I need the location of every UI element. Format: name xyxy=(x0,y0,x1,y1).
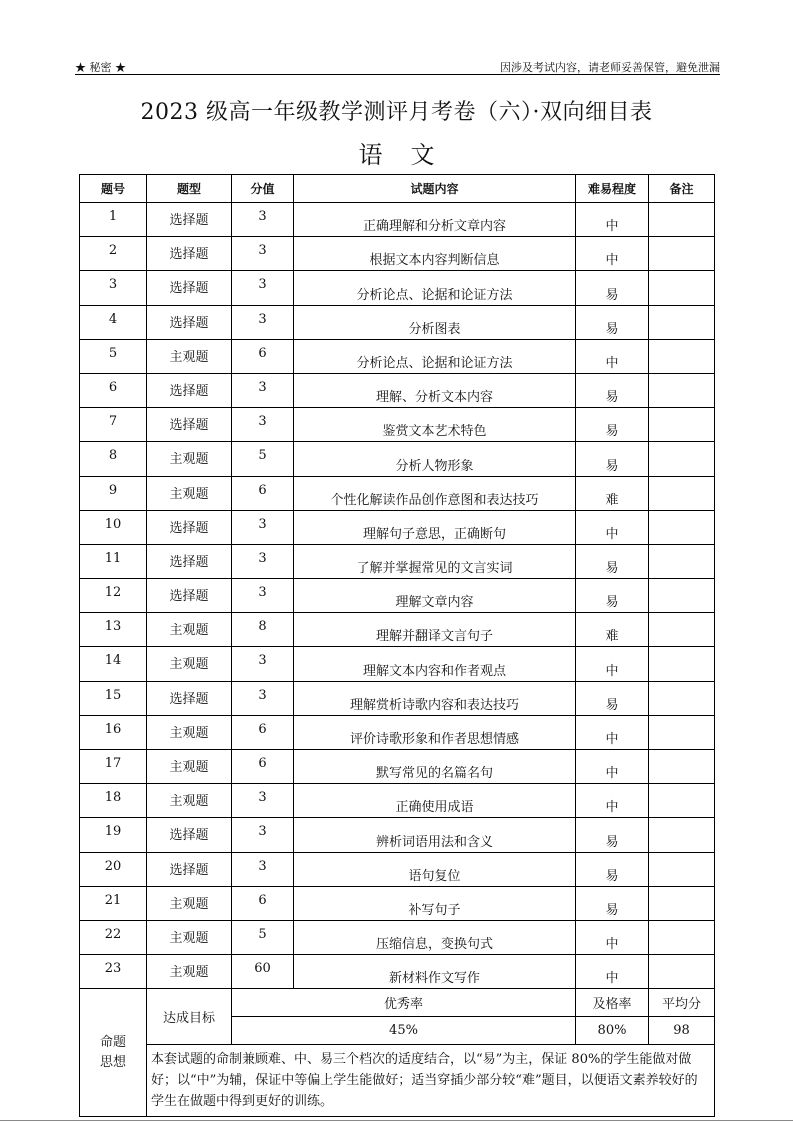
question-number: 4 xyxy=(80,305,147,339)
question-note xyxy=(649,818,715,852)
detail-table xyxy=(79,174,715,1117)
question-content: 默写常见的名篇名句 xyxy=(294,750,576,784)
question-content: 分析图表 xyxy=(294,305,576,339)
question-difficulty: 易 xyxy=(576,579,649,613)
question-note xyxy=(649,955,715,989)
question-type: 选择题 xyxy=(147,373,232,407)
question-score: 3 xyxy=(232,271,294,305)
col-header-notes: 备注 xyxy=(649,175,715,203)
table-row xyxy=(80,647,715,681)
question-score: 3 xyxy=(232,579,294,613)
table-row xyxy=(80,920,715,954)
question-number: 1 xyxy=(80,203,147,237)
question-type: 选择题 xyxy=(147,203,232,237)
question-difficulty: 中 xyxy=(576,784,649,818)
question-note xyxy=(649,886,715,920)
question-note xyxy=(649,305,715,339)
col-header-number: 题号 xyxy=(80,175,147,203)
question-difficulty: 难 xyxy=(576,476,649,510)
col-header-type: 题型 xyxy=(147,175,232,203)
question-score: 3 xyxy=(232,647,294,681)
table-row xyxy=(80,681,715,715)
question-score: 3 xyxy=(232,784,294,818)
question-content: 语句复位 xyxy=(294,852,576,886)
section-label-line-1: 命题 xyxy=(99,1034,126,1050)
question-note xyxy=(649,510,715,544)
question-number: 10 xyxy=(80,510,147,544)
question-score: 3 xyxy=(232,852,294,886)
question-note xyxy=(649,442,715,476)
question-score: 5 xyxy=(232,920,294,954)
col-header-score: 分值 xyxy=(232,175,294,203)
question-note xyxy=(649,544,715,578)
question-score: 60 xyxy=(232,955,294,989)
question-number: 13 xyxy=(80,613,147,647)
table-row xyxy=(80,510,715,544)
question-score: 3 xyxy=(232,203,294,237)
question-note xyxy=(649,579,715,613)
question-note xyxy=(649,613,715,647)
metric-name-pass: 及格率 xyxy=(576,989,649,1017)
table-row xyxy=(80,408,715,442)
question-difficulty: 易 xyxy=(576,886,649,920)
question-content: 补写句子 xyxy=(294,886,576,920)
question-difficulty: 中 xyxy=(576,715,649,749)
question-number: 6 xyxy=(80,373,147,407)
question-difficulty: 中 xyxy=(576,750,649,784)
question-note xyxy=(649,852,715,886)
section-label-cell xyxy=(80,989,147,1117)
question-type: 主观题 xyxy=(147,886,232,920)
question-number: 23 xyxy=(80,955,147,989)
question-number: 7 xyxy=(80,408,147,442)
question-number: 2 xyxy=(80,237,147,271)
question-note xyxy=(649,271,715,305)
question-note xyxy=(649,715,715,749)
question-type: 选择题 xyxy=(147,579,232,613)
question-type: 选择题 xyxy=(147,852,232,886)
question-note xyxy=(649,750,715,784)
description-row xyxy=(80,1045,715,1117)
question-type: 主观题 xyxy=(147,613,232,647)
question-type: 主观题 xyxy=(147,784,232,818)
question-difficulty: 中 xyxy=(576,339,649,373)
question-score: 3 xyxy=(232,681,294,715)
question-number: 22 xyxy=(80,920,147,954)
table-row xyxy=(80,271,715,305)
question-score: 5 xyxy=(232,442,294,476)
page-header xyxy=(75,59,720,74)
question-difficulty: 中 xyxy=(576,203,649,237)
page-bottom-edge xyxy=(0,1120,793,1121)
question-note xyxy=(649,373,715,407)
question-difficulty: 中 xyxy=(576,955,649,989)
question-type: 主观题 xyxy=(147,442,232,476)
design-description: 本套试题的命制兼顾难、中、易三个档次的适度结合，以“易”为主，保证 80%的学生能做对做好；以“中”为辅，保证中等偏上学生能做好；适当穿插少部分较“难”题目，以便语文素养较好的学生在做题中得到更好的训练。 xyxy=(147,1045,715,1117)
question-score: 3 xyxy=(232,373,294,407)
question-type: 选择题 xyxy=(147,237,232,271)
question-number: 3 xyxy=(80,271,147,305)
question-content: 评价诗歌形象和作者思想情感 xyxy=(294,715,576,749)
question-number: 21 xyxy=(80,886,147,920)
question-content: 理解并翻译文言句子 xyxy=(294,613,576,647)
question-content: 理解、分析文本内容 xyxy=(294,373,576,407)
question-number: 11 xyxy=(80,544,147,578)
question-score: 3 xyxy=(232,818,294,852)
question-type: 选择题 xyxy=(147,271,232,305)
question-number: 17 xyxy=(80,750,147,784)
table-row xyxy=(80,203,715,237)
question-content: 理解句子意思，正确断句 xyxy=(294,510,576,544)
question-content: 理解文章内容 xyxy=(294,579,576,613)
table-row xyxy=(80,476,715,510)
metric-value-pass: 80% xyxy=(576,1017,649,1045)
question-type: 选择题 xyxy=(147,510,232,544)
question-content: 了解并掌握常见的文言实词 xyxy=(294,544,576,578)
metric-value-excellent: 45% xyxy=(232,1017,576,1045)
table-row xyxy=(80,784,715,818)
question-difficulty: 中 xyxy=(576,510,649,544)
question-note xyxy=(649,408,715,442)
question-type: 主观题 xyxy=(147,715,232,749)
question-note xyxy=(649,203,715,237)
question-type: 主观题 xyxy=(147,920,232,954)
question-difficulty: 易 xyxy=(576,544,649,578)
question-type: 主观题 xyxy=(147,476,232,510)
section-label-line-2: 思想 xyxy=(99,1054,126,1070)
question-content: 分析论点、论据和论证方法 xyxy=(294,271,576,305)
question-score: 3 xyxy=(232,408,294,442)
question-type: 主观题 xyxy=(147,339,232,373)
header-divider xyxy=(75,74,720,75)
question-score: 6 xyxy=(232,715,294,749)
question-content: 正确使用成语 xyxy=(294,784,576,818)
metric-name-excellent: 优秀率 xyxy=(232,989,576,1017)
question-note xyxy=(649,476,715,510)
question-content: 新材料作文写作 xyxy=(294,955,576,989)
table-row xyxy=(80,339,715,373)
question-type: 选择题 xyxy=(147,408,232,442)
question-score: 6 xyxy=(232,750,294,784)
question-difficulty: 中 xyxy=(576,237,649,271)
question-difficulty: 易 xyxy=(576,271,649,305)
confidential-notice: 因涉及考试内容，请老师妥善保管，避免泄漏 xyxy=(500,61,720,74)
question-content: 分析人物形象 xyxy=(294,442,576,476)
table-row xyxy=(80,852,715,886)
table-row xyxy=(80,715,715,749)
question-score: 6 xyxy=(232,886,294,920)
question-type: 主观题 xyxy=(147,750,232,784)
subject-title: 语文 xyxy=(358,141,463,169)
question-note xyxy=(649,920,715,954)
question-difficulty: 易 xyxy=(576,305,649,339)
question-number: 8 xyxy=(80,442,147,476)
question-difficulty: 中 xyxy=(576,920,649,954)
question-difficulty: 易 xyxy=(576,373,649,407)
col-header-difficulty: 难易程度 xyxy=(576,175,649,203)
question-difficulty: 难 xyxy=(576,613,649,647)
question-note xyxy=(649,681,715,715)
question-type: 主观题 xyxy=(147,647,232,681)
question-content: 辨析词语用法和含义 xyxy=(294,818,576,852)
table-row xyxy=(80,305,715,339)
question-content: 根据文本内容判断信息 xyxy=(294,237,576,271)
question-score: 6 xyxy=(232,339,294,373)
question-difficulty: 易 xyxy=(576,681,649,715)
table-row xyxy=(80,237,715,271)
table-row xyxy=(80,818,715,852)
question-score: 3 xyxy=(232,510,294,544)
question-type: 选择题 xyxy=(147,818,232,852)
question-number: 19 xyxy=(80,818,147,852)
question-note xyxy=(649,339,715,373)
table-row xyxy=(80,955,715,989)
goal-metrics-header-row xyxy=(80,989,715,1017)
question-number: 20 xyxy=(80,852,147,886)
question-type: 选择题 xyxy=(147,305,232,339)
question-number: 14 xyxy=(80,647,147,681)
question-type: 主观题 xyxy=(147,955,232,989)
question-content: 理解赏析诗歌内容和表达技巧 xyxy=(294,681,576,715)
goal-label: 达成目标 xyxy=(147,989,232,1045)
table-row xyxy=(80,544,715,578)
question-type: 选择题 xyxy=(147,681,232,715)
table-row xyxy=(80,579,715,613)
question-content: 理解文本内容和作者观点 xyxy=(294,647,576,681)
question-difficulty: 易 xyxy=(576,442,649,476)
question-number: 18 xyxy=(80,784,147,818)
question-difficulty: 易 xyxy=(576,818,649,852)
question-note xyxy=(649,647,715,681)
question-number: 9 xyxy=(80,476,147,510)
question-difficulty: 易 xyxy=(576,852,649,886)
page-title: 2023 级高一年级教学测评月考卷（六）·双向细目表 xyxy=(140,100,653,125)
question-number: 15 xyxy=(80,681,147,715)
table-header-row xyxy=(80,175,715,203)
question-score: 8 xyxy=(232,613,294,647)
question-score: 3 xyxy=(232,237,294,271)
col-header-content: 试题内容 xyxy=(294,175,576,203)
table-row xyxy=(80,373,715,407)
question-note xyxy=(649,784,715,818)
table-row xyxy=(80,750,715,784)
question-note xyxy=(649,237,715,271)
question-difficulty: 易 xyxy=(576,408,649,442)
question-content: 压缩信息，变换句式 xyxy=(294,920,576,954)
question-score: 3 xyxy=(232,544,294,578)
question-type: 选择题 xyxy=(147,544,232,578)
question-number: 5 xyxy=(80,339,147,373)
question-content: 个性化解读作品创作意图和表达技巧 xyxy=(294,476,576,510)
table-row xyxy=(80,613,715,647)
metric-name-average: 平均分 xyxy=(649,989,715,1017)
table-row xyxy=(80,442,715,476)
question-number: 12 xyxy=(80,579,147,613)
confidential-mark: ★ 秘密 ★ xyxy=(75,61,126,74)
question-content: 鉴赏文本艺术特色 xyxy=(294,408,576,442)
question-content: 正确理解和分析文章内容 xyxy=(294,203,576,237)
metric-value-average: 98 xyxy=(649,1017,715,1045)
question-content: 分析论点、论据和论证方法 xyxy=(294,339,576,373)
table-row xyxy=(80,886,715,920)
question-difficulty: 中 xyxy=(576,647,649,681)
question-score: 3 xyxy=(232,305,294,339)
question-number: 16 xyxy=(80,715,147,749)
question-score: 6 xyxy=(232,476,294,510)
